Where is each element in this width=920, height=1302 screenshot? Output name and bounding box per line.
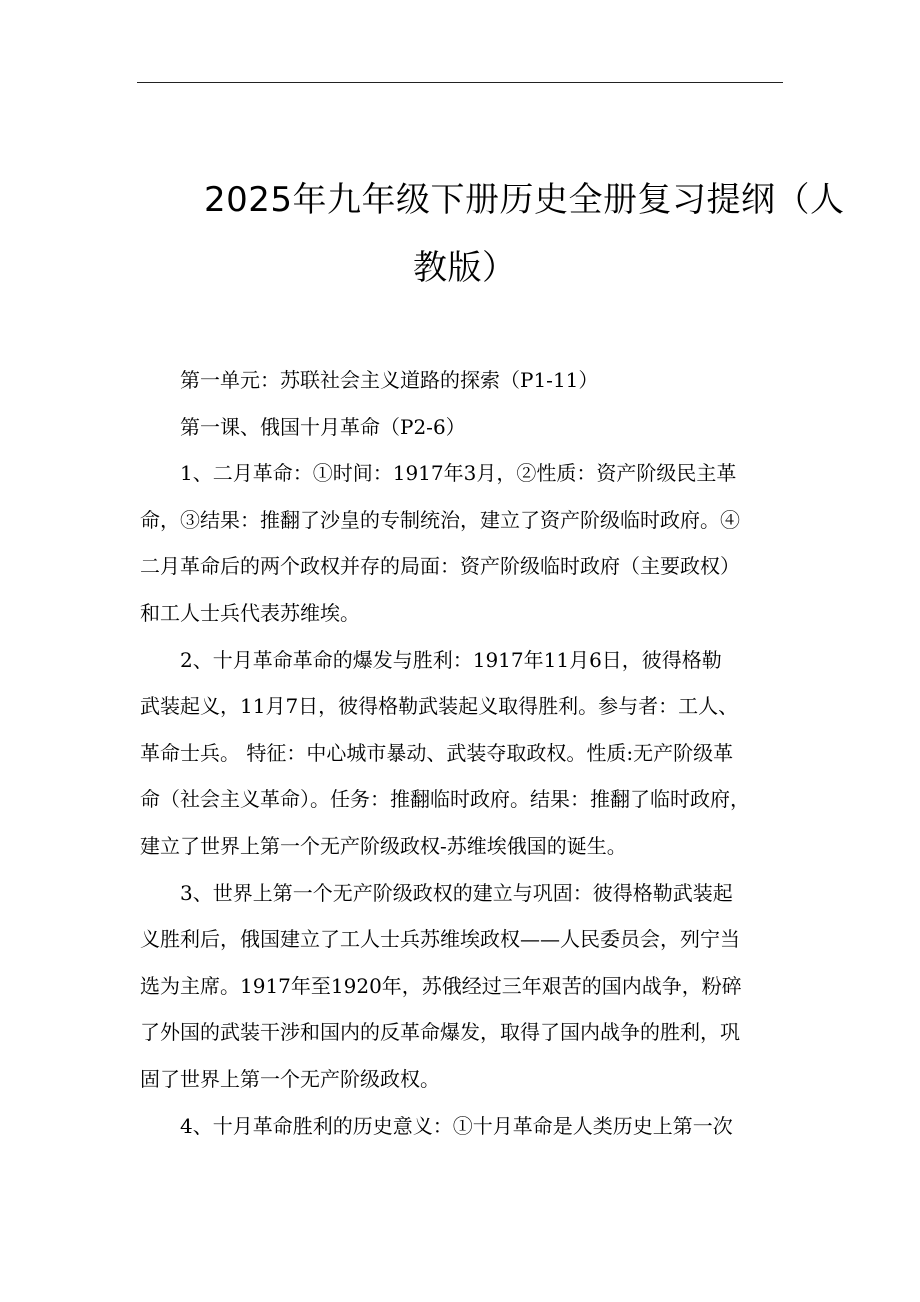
paragraph-3-line: 义胜利后，俄国建立了工人士兵苏维埃政权——人民委员会，列宁当 [140, 927, 740, 952]
paragraph-2-line: 建立了世界上第一个无产阶级政权-苏维埃俄国的诞生。 [140, 833, 627, 858]
paragraph-2-line: 武装起义，11月7日，彼得格勒武装起义取得胜利。参与者：工人、 [140, 694, 739, 719]
paragraph-3-line: 3、世界上第一个无产阶级政权的建立与巩固：彼得格勒武装起 [180, 880, 733, 905]
header-rule [137, 82, 783, 83]
paragraph-1-line: 二月革命后的两个政权并存的局面：资产阶级临时政府（主要政权） [140, 554, 740, 579]
unit-heading: 第一单元：苏联社会主义道路的探索（P1-11） [180, 368, 599, 392]
paragraph-1-line: 命，③结果：推翻了沙皇的专制统治，建立了资产阶级临时政府。④ [140, 507, 740, 532]
document-title-line-2: 教版） [413, 248, 517, 288]
paragraph-2-line: 革命士兵。 特征：中心城市暴动、武装夺取政权。性质:无产阶级革 [140, 740, 734, 765]
paragraph-3-line: 固了世界上第一个无产阶级政权。 [140, 1066, 440, 1091]
document-body [140, 364, 790, 1156]
paragraph-1-line: 1、二月革命：①时间：1917年3月，②性质：资产阶级民主革 [180, 461, 737, 486]
paragraph-2-line: 命（社会主义革命）。任务：推翻临时政府。结果：推翻了临时政府， [140, 787, 750, 812]
paragraph-4-line: 4、十月革命胜利的历史意义：①十月革命是人类历史上第一次 [180, 1113, 733, 1138]
document-title-line-1: 2025年九年级下册历史全册复习提纲（人 [204, 180, 845, 220]
paragraph-3-line: 选为主席。1917年至1920年，苏俄经过三年艰苦的国内战争，粉碎 [140, 973, 742, 998]
paragraph-2-line: 2、十月革命革命的爆发与胜利：1917年11月6日，彼得格勒 [180, 647, 722, 672]
lesson-heading: 第一课、俄国十月革命（P2-6） [180, 414, 466, 439]
paragraph-3-line: 了外国的武装干涉和国内的反革命爆发，取得了国内战争的胜利，巩 [140, 1020, 740, 1045]
paragraph-1-line: 和工人士兵代表苏维埃。 [140, 600, 360, 625]
